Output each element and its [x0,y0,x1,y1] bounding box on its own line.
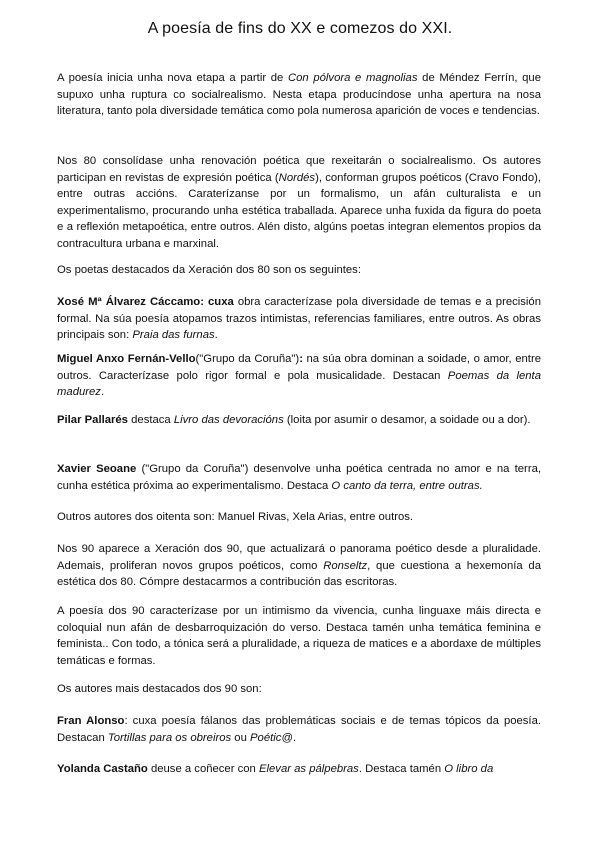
author-entry-fernan-vello: Miguel Anxo Fernán-Vello("Grupo da Coruña"): na súa obra dominan a soidade, o amor, entre outros. Caracterízase polo rigor formal e pola musicalidade. Destacan Poemas da lenta madurez. [57,353,541,398]
paragraph-nineties-authors-heading: Os autores mais destacados dos 90 son: [57,683,262,695]
author-name: Xavier Seoane [57,463,137,475]
work-title: Poétic@ [250,731,293,744]
paragraph-nineties: Nos 90 aparece a Xeración dos 90, que actualizará o panorama poético desde a pluralidade. Ademais, proliferan novos grupos poéticos, como Ronseltz, que cuestiona a hexemonía da estética dos 80. Cómpre destacarmos a contribución das escritoras. [57,543,541,588]
work-title: Livro das devoracións [173,414,284,426]
paragraph-other-eighties-authors: Outros autores dos oitenta son: Manuel Rivas, Xela Arias, entre outros. [57,511,414,523]
paragraph-eighties-poets-heading: Os poetas destacados da Xeración dos 80 son os seguintes: [57,264,361,276]
work-title: Con pólvora e magnolias [287,72,418,84]
work-title: Elevar as pálpebras [258,763,359,775]
author-name: Pilar Pallarés [57,414,128,426]
work-title: Tortillas para os obreiros [107,731,232,744]
author-name: Yolanda Castaño [57,763,148,775]
author-entry-pallares: Pilar Pallarés destaca Livro das devoracións (loita por asumir o desamor, a soidade ou a dor). [57,414,531,426]
page-title: A poesía de fins do XX e comezos do XXI. [147,20,453,37]
author-name: Fran Alonso [57,715,125,727]
author-name: Xosé Mª Álvarez Cáccamo: cuxa [57,296,234,308]
author-entry-alvarez-caccamo: Xosé Mª Álvarez Cáccamo: cuxa obra caracterízase pola diversidade de temas e a precisión formal. Na súa poesía atopamos trazos intimistas, referencias familiares, entre outros. As obras principais son: Praia das furnas. [57,296,541,341]
author-name: Miguel Anxo Fernán-Vello [57,353,196,365]
paragraph-nineties-features: A poesía dos 90 caracterízase por un intimismo da vivencia, cunha linguaxe máis directa e coloquial nun afán de desbarroquización do verso. Destaca tamén unha temática feminina e feminista.. Con todo, a tónica será a pluralidade, a riqueza de matices e a abordaxe de múltiples temáticas e formas. [57,605,541,667]
work-title: Nordés [278,171,316,184]
work-title: O libro da [444,763,494,775]
work-title: O canto da terra, entre outras. [331,479,483,492]
work-title: Ronseltz [323,559,368,572]
work-title: Poemas da lenta madurez [57,369,541,398]
author-entry-castano: Yolanda Castaño deuse a coñecer con Elevar as pálpebras. Destaca tamén O libro da [57,763,494,775]
paragraph-eighties: Nos 80 consolídase unha renovación poética que rexeitarán o socialrealismo. Os autores participan en revistas de expresión poética (Nordés), conforman grupos poéticos (Cravo Fondo), entre outras accións. Caraterízanse por un formalismo, un afán culturalista e un experimentalismo, procurando unha estética traballada. Aparece unha fuxida da figura do poeta e a reflexión metapoética, entre outros. Alén disto, algúns poetas integran elementos propios da contracultura urbana e marxinal. [57,155,541,250]
paragraph-intro: A poesía inicia unha nova etapa a partir de Con pólvora e magnolias de Méndez Ferrín, que supuxo unha ruptura co socialrealismo. Nesta etapa producíndose unha apertura na nosa literatura, tanto pola diversidade temática como pola numerosa aparición de voces e tendencias. [57,72,541,117]
author-entry-seoane: Xavier Seoane ("Grupo da Coruña") desenvolve unha poética centrada no amor e na terra, cunha estética próxima ao experimentalismo. Destaca O canto da terra, entre outras. [57,463,541,492]
work-title: Praia das furnas [132,329,215,341]
author-entry-alonso: Fran Alonso: cuxa poesía fálanos das problemáticas sociais e de temas tópicos da poesía. Destacan Tortillas para os obreiros ou Poétic@. [57,715,541,744]
